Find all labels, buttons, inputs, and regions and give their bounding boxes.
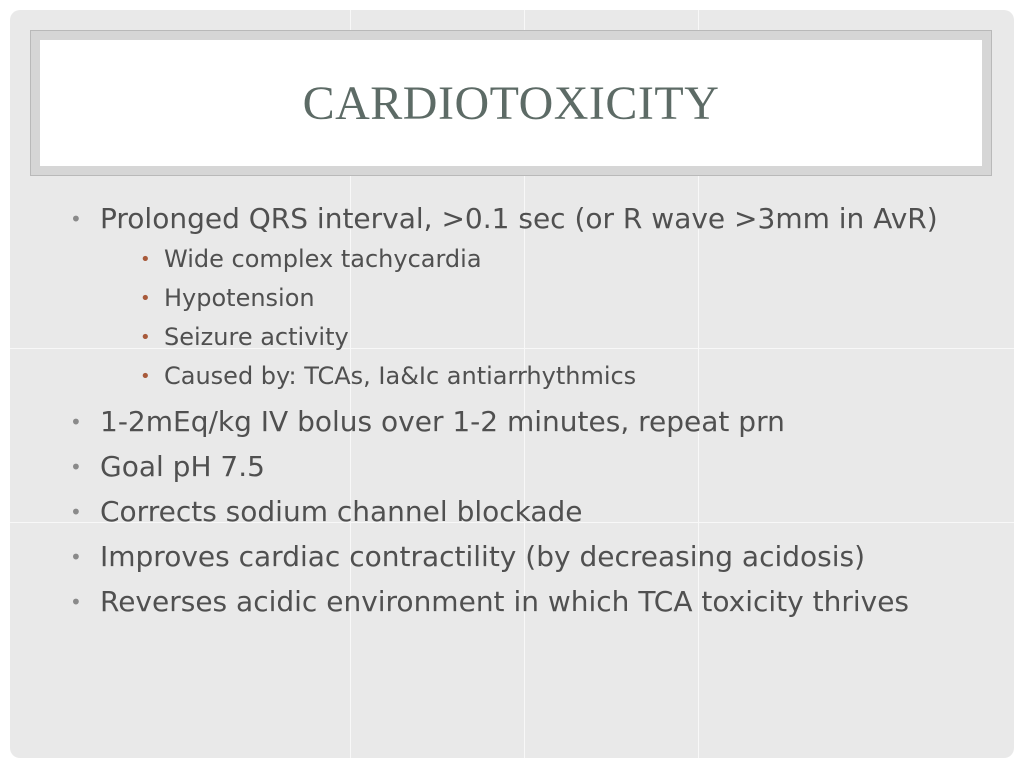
sub-bullet-list [130, 240, 970, 396]
bullet-text: Goal pH 7.5 [100, 450, 265, 483]
sub-bullet-dot-icon: • [140, 327, 151, 348]
bullet-dot-icon: • [70, 455, 82, 479]
bullet-item [70, 448, 970, 486]
bullet-dot-icon: • [70, 500, 82, 524]
bullet-dot-icon: • [70, 410, 82, 434]
sub-bullet-dot-icon: • [140, 249, 151, 270]
bullet-dot-icon: • [70, 207, 82, 231]
bullet-list [70, 200, 970, 628]
slide-title: CARDIOTOXICITY [302, 76, 720, 130]
sub-bullet-item [130, 240, 970, 279]
sub-bullet-dot-icon: • [140, 288, 151, 309]
bullet-text: Reverses acidic environment in which TCA toxicity thrives [100, 585, 910, 618]
title-frame [30, 30, 992, 176]
sub-bullet-text: Seizure activity [164, 323, 349, 351]
bullet-item [70, 538, 970, 576]
title-box [40, 40, 982, 166]
bullet-item [70, 200, 970, 396]
bullet-dot-icon: • [70, 590, 82, 614]
sub-bullet-text: Caused by: TCAs, Ia&Ic antiarrhythmics [164, 362, 637, 390]
sub-bullet-item [130, 357, 970, 396]
bullet-text: Corrects sodium channel blockade [100, 495, 583, 528]
slide [10, 10, 1014, 758]
sub-bullet-text: Hypotension [164, 284, 315, 312]
sub-bullet-item [130, 318, 970, 357]
sub-bullet-dot-icon: • [140, 366, 151, 387]
bullet-text: Improves cardiac contractility (by decreasing acidosis) [100, 540, 866, 573]
bullet-item [70, 493, 970, 531]
sub-bullet-item [130, 279, 970, 318]
bullet-text: Prolonged QRS interval, >0.1 sec (or R wave >3mm in AvR) [100, 202, 938, 235]
bullet-dot-icon: • [70, 545, 82, 569]
bullet-item [70, 583, 970, 621]
bullet-item [70, 403, 970, 441]
bullet-text: 1-2mEq/kg IV bolus over 1-2 minutes, repeat prn [100, 405, 785, 438]
sub-bullet-text: Wide complex tachycardia [164, 245, 482, 273]
